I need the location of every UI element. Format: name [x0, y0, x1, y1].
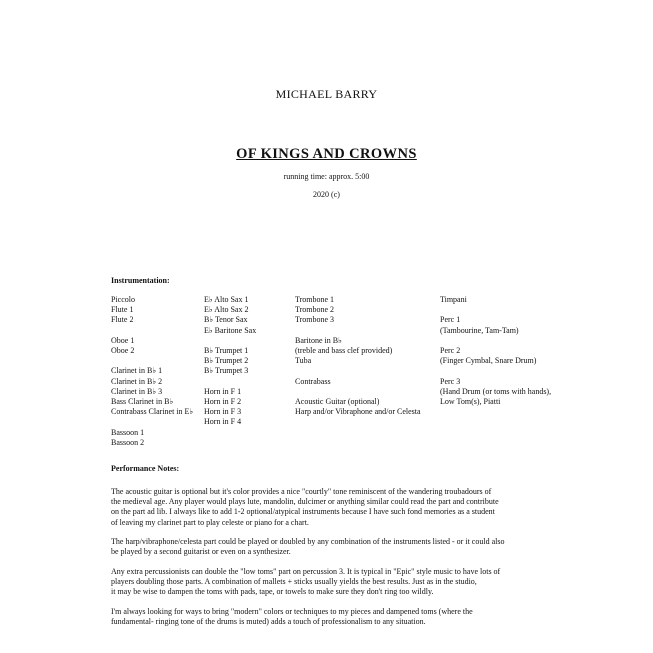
instrument-entry: Horn in F 2: [204, 397, 242, 406]
instrument-entry: (Tambourine, Tam-Tam): [440, 325, 519, 335]
column-spacer: [440, 366, 551, 376]
instrument-entry: Trombone 2: [295, 305, 335, 315]
instrument-entry: B♭ Trumpet 2: [204, 356, 249, 366]
column-spacer: [111, 326, 193, 336]
notes-paragraph-harp: The harp/vibraphone/celesta part could be played or doubled by any combination of the instruments listed - or it could also be played by a second guitarist or even on a synthesizer.: [111, 537, 505, 557]
copyright-year: 2020 (c): [313, 190, 340, 199]
instrument-column-percussion: [440, 295, 551, 407]
instrument-entry: (treble and bass clef provided): [295, 346, 393, 355]
column-spacer: [295, 326, 421, 336]
instrument-entry: E♭ Alto Sax 1: [204, 295, 249, 304]
instrument-entry: Harp and/or Vibraphone and/or Celesta: [295, 407, 421, 417]
column-spacer: [111, 417, 193, 427]
piece-title: OF KINGS AND CROWNS: [236, 146, 417, 162]
instrument-entry: Contrabass: [295, 376, 331, 386]
instrument-entry: (Hand Drum (or toms with hands),: [440, 386, 552, 396]
instrument-entry: Horn in F 3: [204, 407, 242, 417]
instrument-entry: B♭ Trumpet 3: [204, 366, 249, 376]
column-spacer: [111, 356, 193, 366]
instrumentation-heading: Instrumentation:: [111, 276, 170, 285]
instrument-entry: Flute 1: [111, 305, 134, 315]
column-spacer: [295, 387, 421, 397]
performance-notes-heading: Performance Notes:: [111, 464, 180, 473]
instrument-column-low-brass-strings: [295, 295, 421, 417]
column-spacer: [440, 305, 551, 315]
instrument-entry: Low Tom(s), Piatti: [440, 396, 501, 406]
instrument-entry: Oboe 2: [111, 346, 135, 355]
performance-notes-body: [111, 487, 541, 637]
instrument-entry: Flute 2: [111, 315, 134, 325]
instrument-entry: Oboe 1: [111, 335, 135, 345]
instrument-entry: Clarinet in B♭ 3: [111, 386, 163, 396]
instrument-entry: Perc 2: [440, 345, 461, 355]
instrument-entry: E♭ Baritone Sax: [204, 325, 257, 335]
instrument-entry: Perc 3: [440, 376, 461, 386]
instrument-entry: Horn in F 4: [204, 417, 242, 427]
instrument-entry: B♭ Tenor Sax: [204, 315, 248, 325]
instrument-entry: Bassoon 1: [111, 427, 145, 437]
column-spacer: [440, 336, 551, 346]
column-spacer: [295, 366, 421, 376]
instrument-column-woodwinds: [111, 295, 193, 448]
instrument-entry: Trombone 3: [295, 315, 335, 325]
instrument-entry: (Finger Cymbal, Snare Drum): [440, 356, 537, 366]
composer-name: MICHAEL BARRY: [275, 87, 378, 101]
instrument-entry: Clarinet in B♭ 1: [111, 366, 163, 376]
column-spacer: [204, 336, 256, 346]
instrument-entry: Acoustic Guitar (optional): [295, 396, 380, 406]
instrument-entry: E♭ Alto Sax 2: [204, 305, 249, 315]
notes-paragraph-toms: I'm always looking for ways to bring "modern" colors or techniques to my pieces and dampened toms (where the fundamental- ringing tone of the drums is muted) adds a touch of professionalism to any situation.: [111, 607, 473, 627]
instrument-entry: Timpani: [440, 295, 467, 304]
notes-paragraph-guitar: The acoustic guitar is optional but it's color provides a nice "courtly" tone reminiscent of the wandering troubadours of the medieval age. Any player would plays lute, mandolin, dulcimer or anything similar could read the part and contribute on the part ad lib. I always like to add 1-2 optional/atypical instruments because I have such fond memories as a student of leaving my clarinet part to play celeste or piano for a chart.: [111, 487, 499, 527]
instrument-column-sax-brass: [204, 295, 256, 428]
notes-paragraph-percussion: Any extra percussionists can double the "low toms" part on percussion 3. It is typical in "Epic" style music to have lots of players doubling those parts. A combination of mallets + sticks usually yields the best results. Just as in the studio, it may be wise to dampen the toms with pads, tape, or towels to make sure they don't ring too wildly.: [111, 567, 501, 597]
instrument-entry: Contrabass Clarinet in E♭: [111, 407, 194, 417]
instrument-entry: Bass Clarinet in B♭: [111, 397, 174, 406]
instrument-entry: Perc 1: [440, 315, 461, 325]
instrument-entry: Bassoon 2: [111, 437, 145, 447]
instrument-entry: B♭ Trumpet 1: [204, 346, 249, 355]
instrument-entry: Clarinet in B♭ 2: [111, 376, 163, 386]
column-spacer: [204, 377, 256, 387]
instrument-entry: Baritone in B♭: [295, 335, 342, 345]
instrument-entry: Trombone 1: [295, 295, 335, 304]
running-time: running time: approx. 5:00: [283, 172, 370, 181]
instrument-entry: Tuba: [295, 356, 312, 366]
instrument-entry: Piccolo: [111, 295, 135, 304]
instrument-entry: Horn in F 1: [204, 386, 242, 396]
